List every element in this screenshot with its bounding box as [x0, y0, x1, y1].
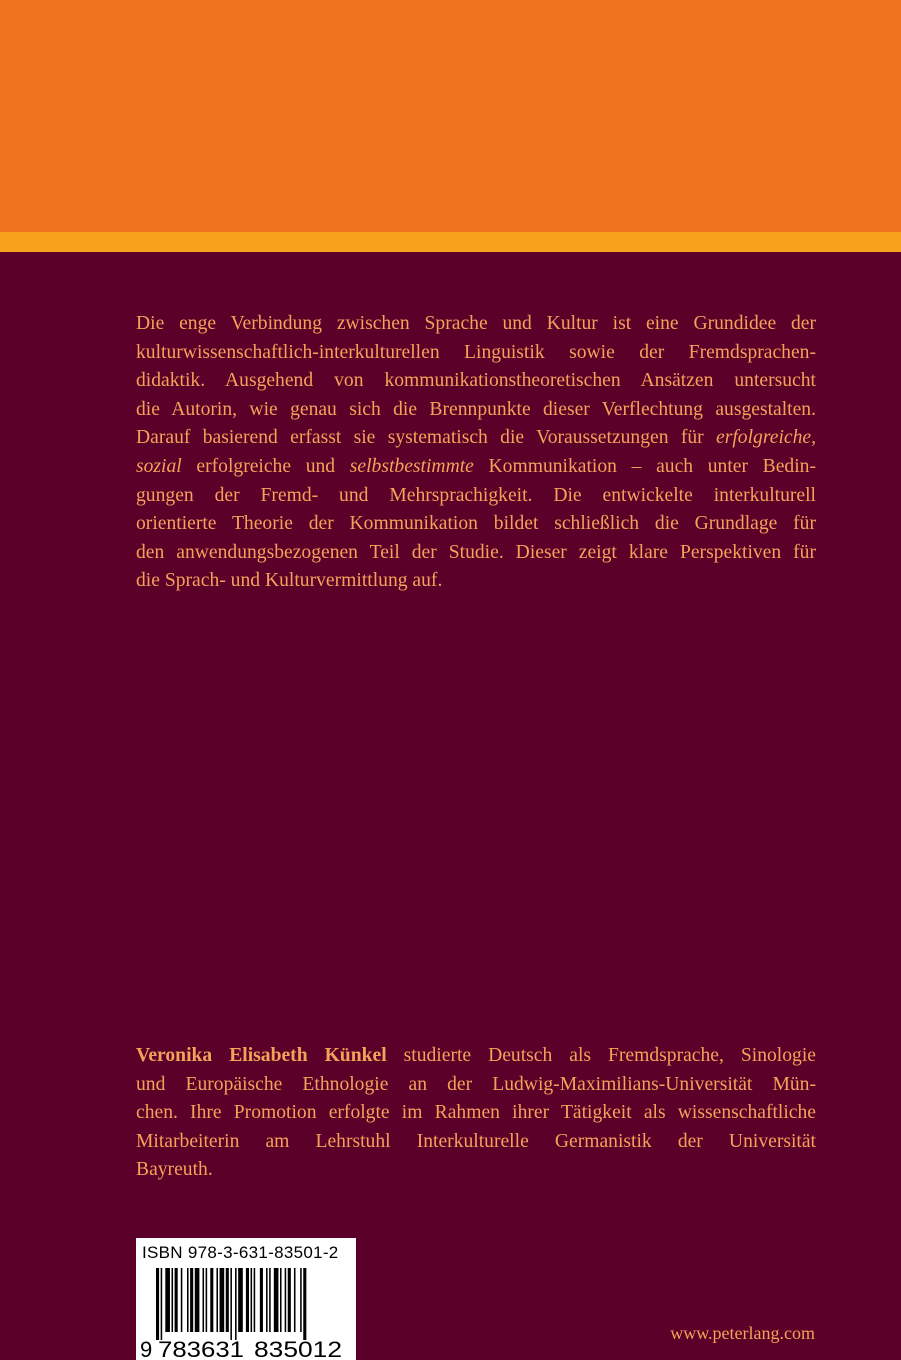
blurb-emphasis: erfolgreiche, — [716, 427, 816, 449]
blurb-line: kulturwissenschaftlich-interkulturellen Linguistik sowie der Fremdsprachen- — [136, 341, 816, 363]
blurb-line: orientierte Theorie der Kommunikation bildet schließlich die Grundlage für — [136, 513, 816, 535]
barcode-bar — [238, 1268, 243, 1332]
bio-line: Mitarbeiterin am Lehrstuhl Interkulturelle Germanistik der Universität — [136, 1130, 816, 1152]
barcode-bar — [274, 1268, 279, 1332]
barcode-bar — [303, 1268, 306, 1340]
blurb-line: die Sprach- und Kulturvermittlung auf. — [136, 570, 443, 592]
isbn-label: ISBN 978-3-631-83501-2 — [142, 1243, 339, 1262]
blurb-line: didaktik. Ausgehend von kommunikationstheoretischen Ansätzen untersucht — [136, 370, 816, 392]
barcode-bar — [206, 1268, 208, 1332]
barcode-bar — [216, 1268, 218, 1332]
barcode-bar — [190, 1268, 193, 1332]
barcode-bar — [288, 1268, 291, 1332]
barcode-bar — [246, 1268, 249, 1332]
barcode-bar — [251, 1268, 253, 1332]
blurb-text: Darauf basierend erfasst sie systematisch die Voraussetzungen für — [136, 427, 704, 449]
barcode-bar — [156, 1268, 159, 1340]
barcode-bar — [266, 1268, 268, 1332]
barcode-bar — [181, 1268, 183, 1332]
barcode-bar — [260, 1268, 263, 1332]
barcode-bars — [136, 1266, 356, 1360]
barcode-digits-left: 783631 — [158, 1337, 244, 1360]
barcode-bar — [195, 1268, 200, 1332]
blurb-line: die Autorin, wie genau sich die Brennpunkte dieser Verflechtung ausgestalten. — [136, 398, 816, 420]
blurb-emphasis: selbstbestimmte — [349, 455, 474, 477]
barcode-bar — [220, 1268, 225, 1332]
barcode-digits-right: 835012 — [254, 1337, 342, 1360]
bio-line: und Europäische Ethnologie an der Ludwig-Maximilians-Universität Mün- — [136, 1073, 816, 1095]
blurb-line: den anwendungsbezogenen Teil der Studie. Dieser zeigt klare Perspektiven für — [136, 541, 816, 563]
bio-line — [136, 1042, 816, 1071]
barcode-bar — [280, 1268, 282, 1332]
blurb-text: erfolgreiche und — [196, 455, 336, 477]
barcode-bar — [235, 1268, 237, 1340]
cover-top-band — [0, 0, 901, 232]
barcode-bar — [172, 1268, 174, 1332]
author-bio — [136, 1042, 816, 1185]
barcode-bar — [175, 1268, 178, 1332]
author-name: Veronika Elisabeth Künkel — [136, 1045, 387, 1066]
barcode-bar — [285, 1268, 287, 1332]
bio-line: chen. Ihre Promotion erfolgte im Rahmen ihrer Tätigkeit als wissenschaftliche — [136, 1102, 816, 1124]
barcode-bar — [203, 1268, 205, 1332]
barcode-bar — [300, 1268, 302, 1332]
blurb-line — [136, 453, 816, 482]
blurb-line: gungen der Fremd- und Mehrsprachigkeit. Die entwickelte interkulturell — [136, 484, 816, 506]
barcode-digit-first: 9 — [140, 1337, 153, 1360]
isbn-barcode — [136, 1238, 356, 1360]
cover-accent-stripe — [0, 232, 901, 252]
barcode-bar — [210, 1268, 213, 1332]
barcode-bar — [165, 1268, 170, 1332]
blurb-line — [136, 424, 816, 453]
book-blurb — [136, 310, 816, 596]
blurb-emphasis: sozial — [136, 455, 182, 477]
publisher-website: www.peterlang.com — [670, 1323, 815, 1343]
blurb-line: Die enge Verbindung zwischen Sprache und Kultur ist eine Grundidee der — [136, 313, 816, 334]
barcode-bar — [187, 1268, 189, 1332]
barcode-bar — [230, 1268, 232, 1340]
barcode-bar — [254, 1268, 256, 1332]
bio-text: studierte Deutsch als Fremdsprache, Sinologie — [403, 1045, 816, 1066]
blurb-text: Kommunikation – auch unter Bedin- — [488, 455, 816, 477]
bio-line: Bayreuth. — [136, 1159, 213, 1181]
barcode-bar — [269, 1268, 271, 1332]
barcode-bar — [161, 1268, 163, 1340]
barcode-bar — [226, 1268, 229, 1332]
barcode-bar — [294, 1268, 296, 1332]
